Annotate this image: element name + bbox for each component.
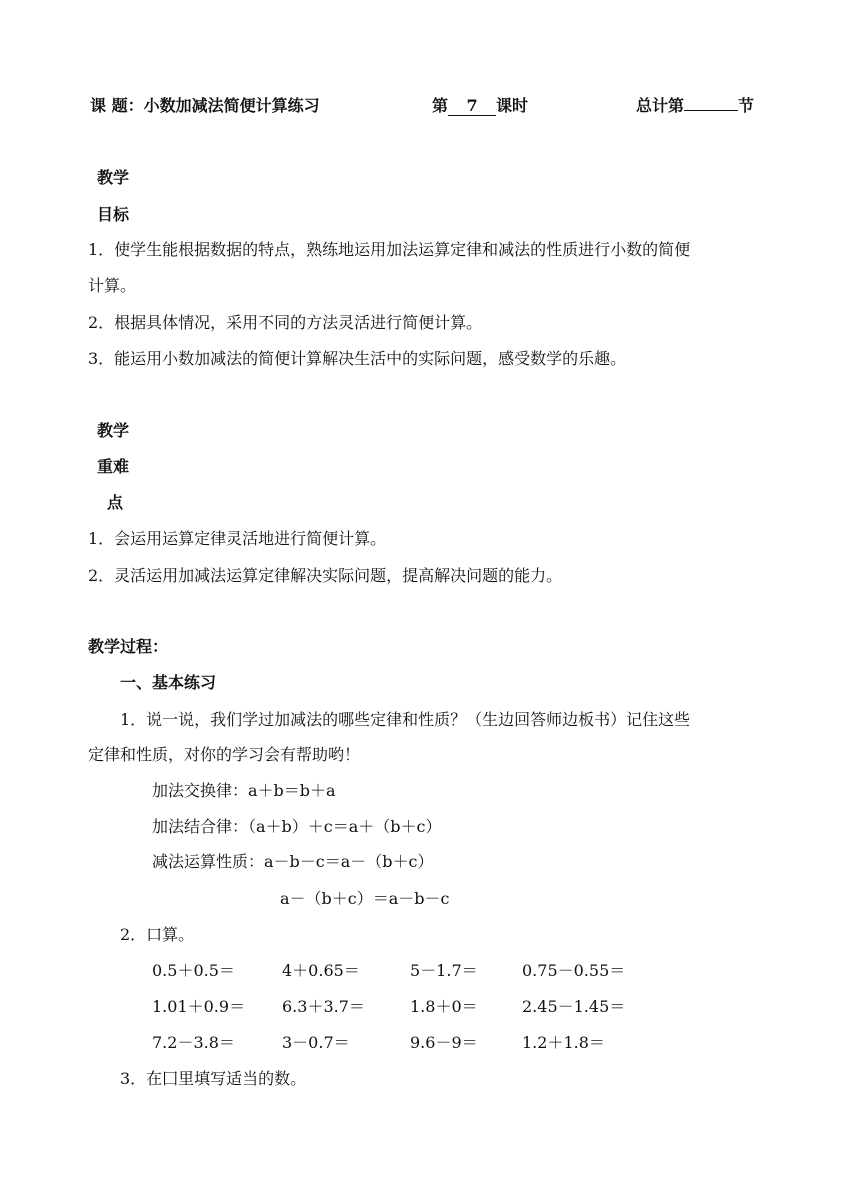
law-commutative: 加法交换律：a＋b＝b＋a: [152, 781, 336, 800]
total-prefix: 总计第: [636, 96, 685, 115]
objective-item-1-line-2: 计算。: [88, 276, 137, 295]
objective-item-1-line-1: 1．使学生能根据数据的特点，熟练地运用加法运算定律和减法的性质进行小数的简便: [88, 240, 691, 259]
process-heading: 教学过程：: [88, 637, 169, 656]
objective-item-2: 2．根据具体情况，采用不同的方法灵活进行简便计算。: [88, 313, 483, 332]
oral-item: 6.3＋3.7＝: [282, 997, 365, 1016]
keypoint-item-2: 2．灵活运用加减法运算定律解决实际问题，提高解决问题的能力。: [88, 566, 563, 585]
oral-item: 0.5＋0.5＝: [152, 961, 235, 980]
total-count-field: [636, 96, 754, 116]
oral-item: 1.01＋0.9＝: [152, 997, 246, 1016]
lesson-prefix: 第: [432, 96, 449, 115]
question-1-line-1: 1．说一说，我们学过加减法的哪些定律和性质？（生边回答师边板书）记住这些: [120, 710, 691, 729]
oral-item: 3－0.7＝: [282, 1033, 350, 1052]
oral-item: 7.2－3.8＝: [152, 1033, 235, 1052]
law-associative: 加法结合律：（a＋b）＋c＝a＋（b＋c）: [152, 817, 442, 836]
objectives-heading-2: 目标: [97, 205, 130, 224]
question-3: 3．在囗里填写适当的数。: [120, 1069, 307, 1088]
keypoint-item-1: 1．会运用运算定律灵活地进行简便计算。: [88, 529, 387, 548]
section-basic-practice: 一、基本练习: [120, 673, 217, 692]
law-subtraction-property-2: a－（b＋c）＝a－b－c: [280, 889, 450, 908]
keypoints-heading-2: 重难: [97, 457, 130, 476]
oral-item: 2.45－1.45＝: [522, 997, 626, 1016]
oral-item: 4＋0.65＝: [282, 961, 360, 980]
question-2: 2．口算。: [120, 925, 195, 944]
total-suffix: 节: [738, 96, 755, 115]
law-subtraction-property: 减法运算性质：a－b－c＝a－（b＋c）: [152, 852, 434, 871]
lesson-number: 7: [448, 97, 496, 116]
lesson-title: 课 题：小数加减法简便计算练习: [90, 96, 320, 115]
objectives-heading-1: 教学: [97, 168, 130, 187]
lesson-suffix: 课时: [496, 96, 529, 115]
oral-item: 1.8＋0＝: [410, 997, 478, 1016]
oral-item: 9.6－9＝: [410, 1033, 478, 1052]
lesson-number-field: [432, 96, 528, 116]
question-1-line-2: 定律和性质，对你的学习会有帮助哟！: [88, 745, 361, 764]
objective-item-3: 3．能运用小数加减法的简便计算解决生活中的实际问题，感受数学的乐趣。: [88, 349, 627, 368]
total-number-blank: [684, 110, 738, 111]
keypoints-heading-1: 教学: [97, 421, 130, 440]
keypoints-heading-3: 点: [107, 493, 124, 512]
oral-item: 0.75－0.55＝: [522, 961, 626, 980]
oral-item: 1.2＋1.8＝: [522, 1033, 605, 1052]
oral-item: 5－1.7＝: [410, 961, 478, 980]
